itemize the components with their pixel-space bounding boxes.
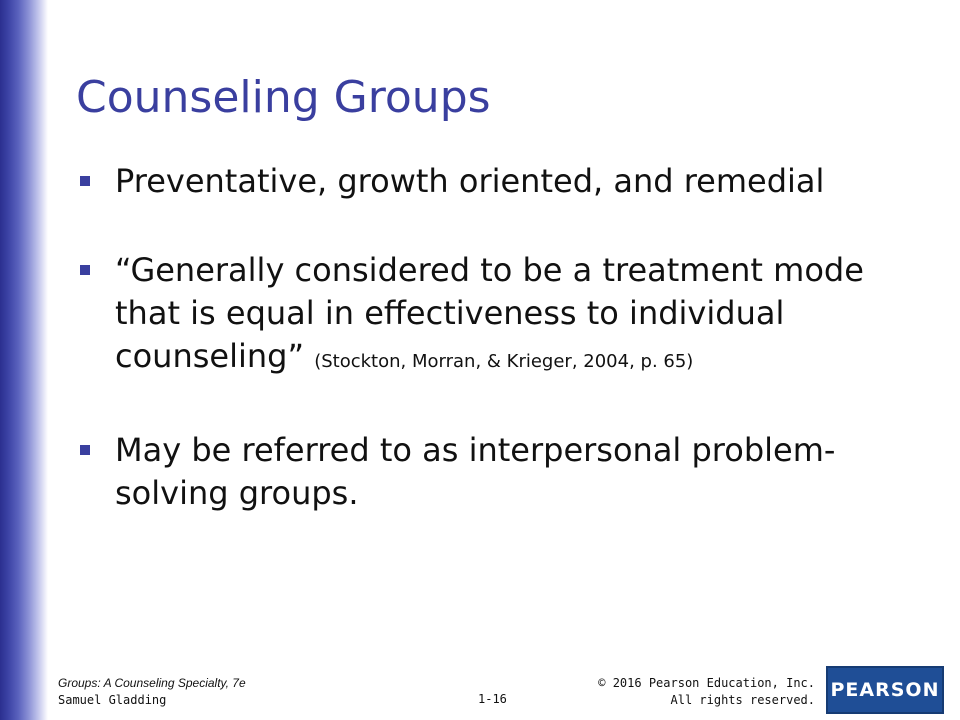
author-name: Samuel Gladding	[58, 693, 167, 707]
bullet-list	[80, 160, 880, 515]
bullet-item	[80, 160, 880, 203]
square-bullet-icon	[80, 176, 90, 186]
side-gradient-bar	[0, 0, 48, 720]
bullet-item	[80, 249, 880, 383]
slide-title: Counseling Groups	[76, 72, 491, 123]
bullet-text: Preventative, growth oriented, and remedial	[115, 162, 825, 200]
page-number: 1-16	[478, 692, 507, 706]
bullet-item	[80, 429, 880, 515]
rights-text: All rights reserved.	[670, 693, 815, 707]
copyright-text: © 2016 Pearson Education, Inc.	[598, 676, 815, 690]
book-title: Groups: A Counseling Specialty, 7e	[58, 676, 246, 690]
pearson-logo	[826, 666, 944, 714]
bullet-text: May be referred to as interpersonal problem-solving groups.	[115, 431, 836, 512]
square-bullet-icon	[80, 445, 90, 455]
footer-copyright	[598, 675, 815, 709]
logo-text: PEARSON	[830, 679, 940, 701]
square-bullet-icon	[80, 265, 90, 275]
citation: (Stockton, Morran, & Krieger, 2004, p. 65)	[314, 351, 694, 372]
bullet-text: “Generally considered to be a treatment mode that is equal in effectiveness to individual counseling”	[115, 251, 864, 375]
footer-book-info	[58, 675, 246, 709]
